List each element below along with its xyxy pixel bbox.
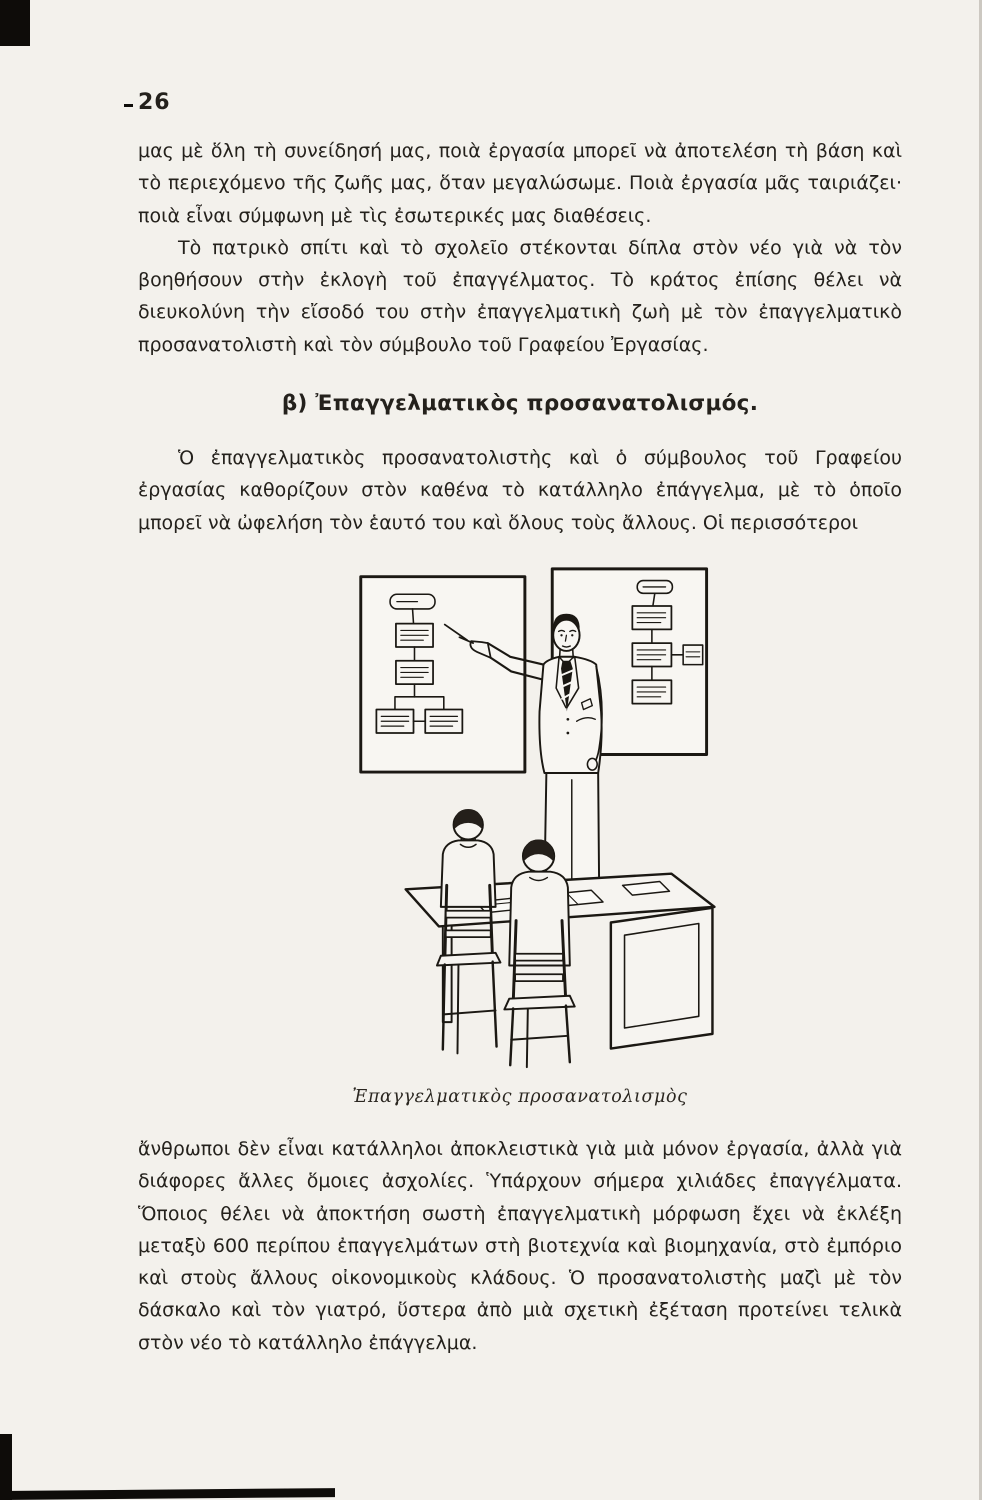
paragraph-3: Ὁ ἐπαγγελματικὸς προσανατολιστὴς καὶ ὁ σύμβουλος τοῦ Γραφείου ἐργασίας καθορίζουν στὸν καθένα τὸ κατάλληλο ἐπάγγελμα, μὲ τὸ ὁποῖο μπορεῖ νὰ ὠφελήση τὸν ἑαυτό του καὶ ὅλους τοὺς ἄλλους. Οἱ περισσότεροι [138,447,902,534]
section-heading: β) Ἐπαγγελματικὸς προσανατολισμός. [281,391,759,417]
classroom-illustration [300,563,740,1071]
student-left [441,809,496,907]
page-content [138,90,902,1359]
paragraph-2: Τὸ πατρικὸ σπίτι καὶ τὸ σχολεῖο στέκονται δίπλα στὸν νέο γιὰ νὰ τὸν βοηθήσουν στὴν ἐκλογὴ τοῦ ἐπαγγέλματος. Τὸ κράτος ἐπίσης θέλει νὰ διευκολύνη τὴν εἴσοδό του στὴν ἐπαγγελματικὴ ζωὴ μὲ τὸν ἐπαγγελματικὸ προσανατολιστὴ καὶ τὸν σύμβουλο τοῦ Γραφείου Ἐργασίας. [138,236,902,356]
scan-artifact-top-left [0,0,30,46]
scan-artifact-bottom-left [0,1434,12,1500]
paragraph-1: μας μὲ ὅλη τὴ συνείδησή μας, ποιὰ ἐργασία μπορεῖ νὰ ἀποτελέση τὴ βάση καὶ τὸ περιεχόμενο τῆς ζωῆς μας, ὅταν μεγαλώσωμε. Ποιὰ ἐργασία μᾶς ταιριάζει· ποιὰ εἶναι σύμφωνη μὲ τὶς ἐσωτερικές μας διαθέσεις. [138,140,902,227]
illustration-caption: Ἐπαγγελματικὸς προσανατολισμὸς [352,1086,688,1107]
paragraph-4: ἄνθρωποι δὲν εἶναι κατάλληλοι ἀποκλειστικὰ γιὰ μιὰ μόνον ἐργασία, ἀλλὰ γιὰ διάφορες ἄλλες ὅμοιες ἀσχολίες. Ὑπάρχουν σήμερα χιλιάδες ἐπαγγέλματα. Ὅποιος θέλει νὰ ἀποκτήση σωστὴ ἐπαγγελματικὴ μόρφωση ἔχει νὰ ἐκλέξη μεταξὺ 600 περίπου ἐπαγγελμάτων στὴ βιοτεχνία καὶ βιομηχανία, στὸ ἐμπόριο καὶ στοὺς ἄλλους οἰκονομικοὺς κλάδους. Ὁ προσανατολιστὴς μαζὶ μὲ τὸν δάσκαλο καὶ τὸν γιατρό, ὕστερα ἀπὸ μιὰ σχετικὴ ἐξέταση προτείνει τελικὰ στὸν νέο τὸ κατάλληλο ἐπάγγελμα. [138,1137,902,1354]
illustration-figure [138,563,902,1107]
scan-artifact-dash [124,104,133,107]
flowchart-board-left [361,577,525,772]
scan-artifact-bottom-strip [0,1488,335,1500]
page-number: 26 [138,90,171,115]
